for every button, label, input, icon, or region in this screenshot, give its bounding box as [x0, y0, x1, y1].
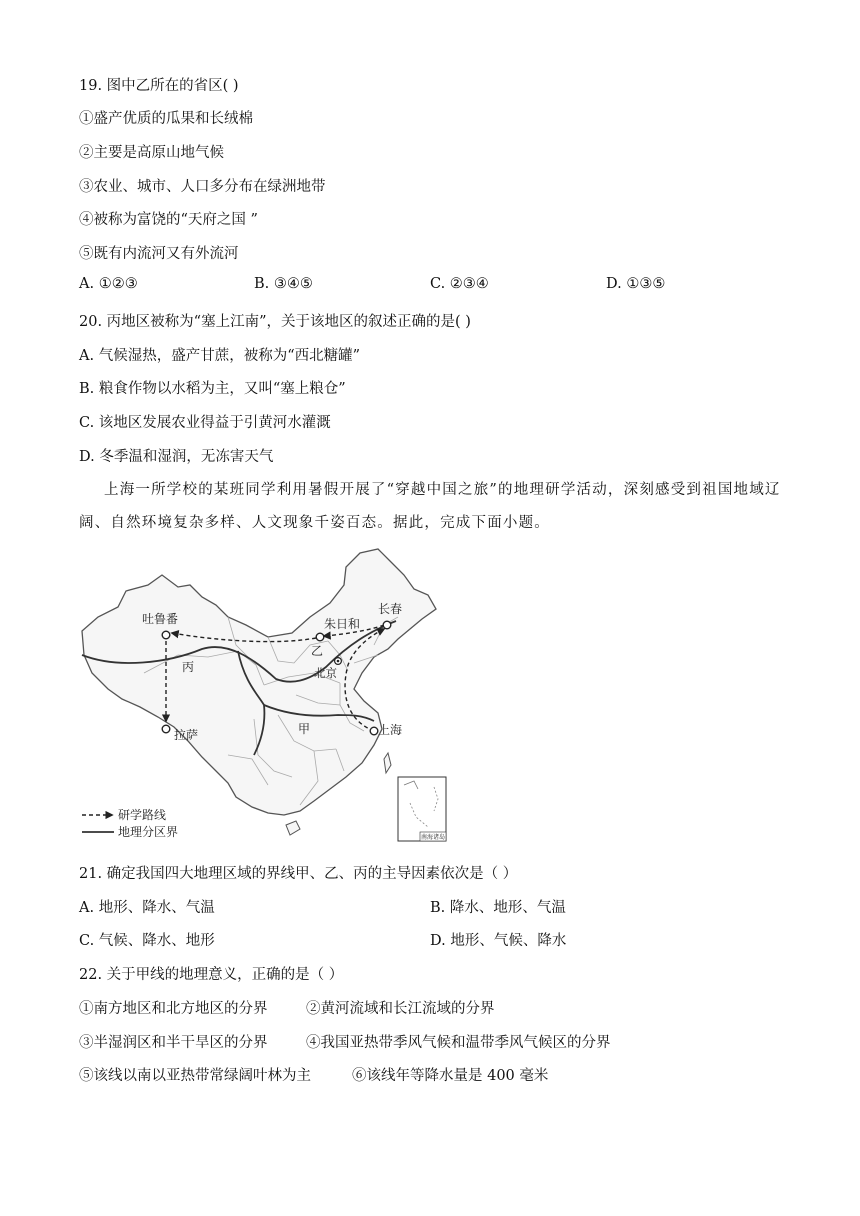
- lasa-label: 拉萨: [174, 728, 199, 742]
- q22-item-6: ⑥该线年等降水量是 400 毫米: [352, 1068, 549, 1084]
- q22-item-4: ④我国亚热带季风气候和温带季风气候区的分界: [306, 1035, 611, 1051]
- q19-item-2: ②主要是高原山地气候: [79, 145, 224, 161]
- shanghai-marker: [370, 727, 378, 735]
- q21-option-d: D. 地形、气候、降水: [430, 933, 567, 949]
- map-legend: [82, 807, 178, 839]
- inset-label: 南海诸岛: [421, 834, 446, 841]
- yi-label: 乙: [311, 644, 324, 658]
- q19-option-a: A. ①②③: [79, 276, 138, 292]
- q21-option-a: A. 地形、降水、气温: [79, 900, 215, 916]
- q21-option-c: C. 气候、降水、地形: [79, 933, 215, 949]
- zhurihe-marker: [316, 633, 324, 641]
- jia-label: 甲: [298, 722, 311, 736]
- china-region-map: [78, 545, 450, 845]
- q20-option-d: D. 冬季温和湿润，无冻害天气: [79, 449, 274, 465]
- q19-item-4: ④被称为富饶的“天府之国 ”: [79, 212, 258, 228]
- legend-boundary-label: 地理分区界: [118, 825, 179, 839]
- south-china-sea-inset: [398, 777, 446, 841]
- taiwan-island: [384, 753, 391, 773]
- passage-text: 上海一所学校的某班同学利用暑假开展了“穿越中国之旅”的地理研学活动，深刻感受到祖国地域辽阔、自然环境复杂多样、人文现象千姿百态。据此，完成下面小题。: [79, 482, 781, 531]
- china-outline: [82, 549, 436, 815]
- q20-option-b: B. 粮食作物以水稻为主，又叫“塞上粮仓”: [79, 381, 346, 397]
- q21-option-b: B. 降水、地形、气温: [430, 900, 566, 916]
- zhurihe-label: 朱日和: [324, 617, 361, 631]
- q19-item-1: ①盛产优质的瓜果和长绒棉: [79, 111, 253, 127]
- q19-option-c: C. ②③④: [430, 276, 489, 292]
- q19-item-3: ③农业、城市、人口多分布在绿洲地带: [79, 179, 326, 195]
- q22-item-5: ⑤该线以南以亚热带常绿阔叶林为主: [79, 1068, 311, 1084]
- q19-item-5: ⑤既有内流河又有外流河: [79, 246, 239, 262]
- q22-item-3: ③半湿润区和半干旱区的分界: [79, 1035, 268, 1051]
- q21-stem: 21. 确定我国四大地理区域的界线甲、乙、丙的主导因素依次是（ ）: [79, 866, 518, 882]
- lasa-marker: [162, 725, 170, 733]
- q22-item-2: ②黄河流域和长江流域的分界: [306, 1001, 495, 1017]
- q19-option-d: D. ①③⑤: [606, 276, 666, 292]
- passage: [79, 474, 784, 540]
- q20-option-c: C. 该地区发展农业得益于引黄河水灌溉: [79, 415, 331, 431]
- q19-option-b: B. ③④⑤: [254, 276, 313, 292]
- tulufan-marker: [162, 631, 170, 639]
- q20-option-a: A. 气候湿热，盛产甘蔗，被称为“西北糖罐”: [79, 348, 361, 364]
- changchun-label: 长春: [378, 602, 403, 616]
- shanghai-label: 上海: [378, 723, 403, 737]
- q22-stem: 22. 关于甲线的地理意义，正确的是（ ）: [79, 967, 344, 983]
- q19-stem: 19. 图中乙所在的省区( ): [79, 78, 239, 94]
- tulufan-label: 吐鲁番: [142, 612, 179, 626]
- hainan-island: [286, 821, 300, 835]
- beijing-label: 北京: [314, 666, 337, 680]
- legend-route-label: 研学路线: [118, 808, 167, 822]
- changchun-marker: [383, 621, 391, 629]
- q20-stem: 20. 丙地区被称为“塞上江南”，关于该地区的叙述正确的是( ): [79, 314, 471, 330]
- bing-label: 丙: [182, 660, 195, 674]
- q22-item-1: ①南方地区和北方地区的分界: [79, 1001, 268, 1017]
